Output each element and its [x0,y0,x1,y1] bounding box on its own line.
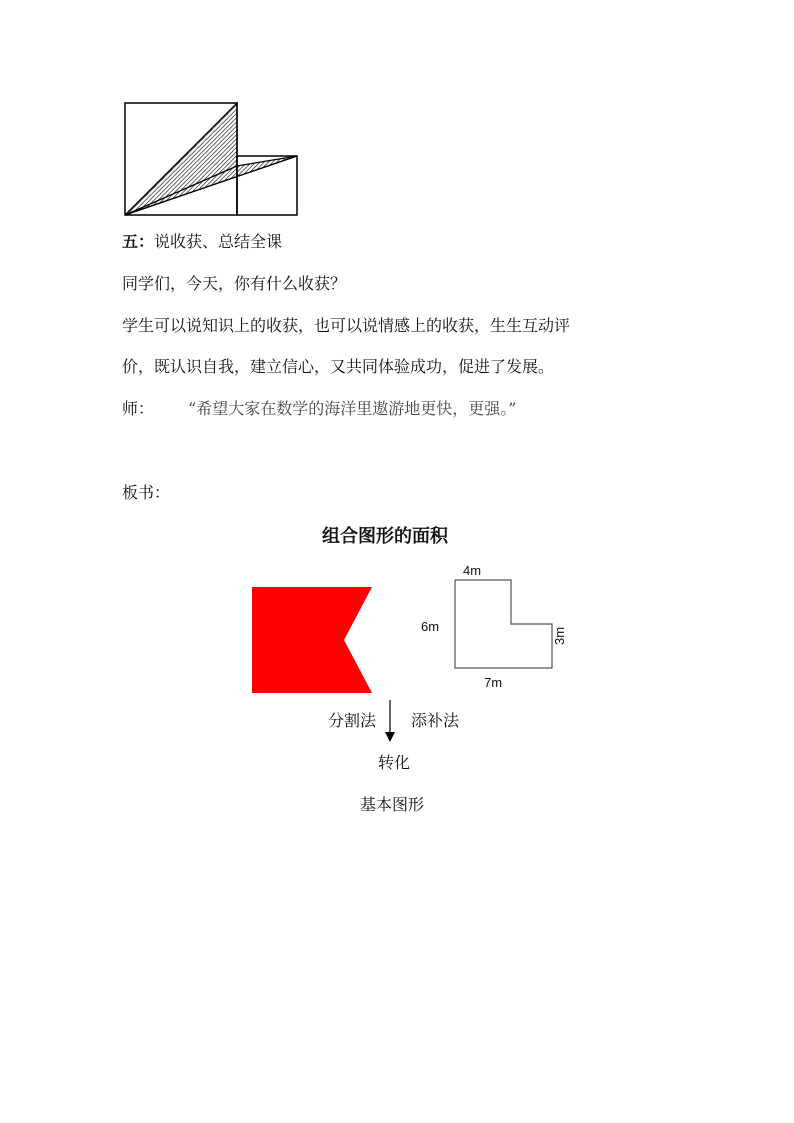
shaded-triangle [125,103,237,215]
board-title: 组合图形的面积 [322,526,448,547]
teacher-quote: “希望大家在数学的海洋里遨游地更快，更强。” [188,399,517,418]
section-title: 说收获、总结全课 [154,232,283,251]
dim-right-label: 3m [552,626,567,645]
teacher-line [122,399,516,419]
hatched-triangle-figure [120,98,302,218]
down-arrow-icon [383,699,397,743]
red-flag-shape [252,587,374,695]
board-label: 板书： [122,483,171,502]
method-split-label: 分割法 [328,711,377,730]
paragraph-line-2: 价，既认识自我，建立信心，又共同体验成功，促进了发展。 [122,357,555,376]
teacher-label: 师： [122,399,155,418]
section-heading [122,232,282,252]
section-number: 五： [122,232,155,251]
result-label: 基本图形 [360,795,425,814]
dim-bottom-label: 7m [484,675,503,690]
question-line: 同学们，今天，你有什么收获？ [122,274,347,293]
method-fill-label: 添补法 [411,711,460,730]
dim-left-label: 6m [421,619,440,634]
paragraph-line-1: 学生可以说知识上的收获，也可以说情感上的收获，生生互动评 [122,316,571,335]
dim-top-label: 4m [463,563,482,578]
red-flag-polygon [252,587,372,693]
l-shape-figure [452,578,556,670]
transform-label: 转化 [378,753,411,772]
l-shape-outline [455,580,552,668]
